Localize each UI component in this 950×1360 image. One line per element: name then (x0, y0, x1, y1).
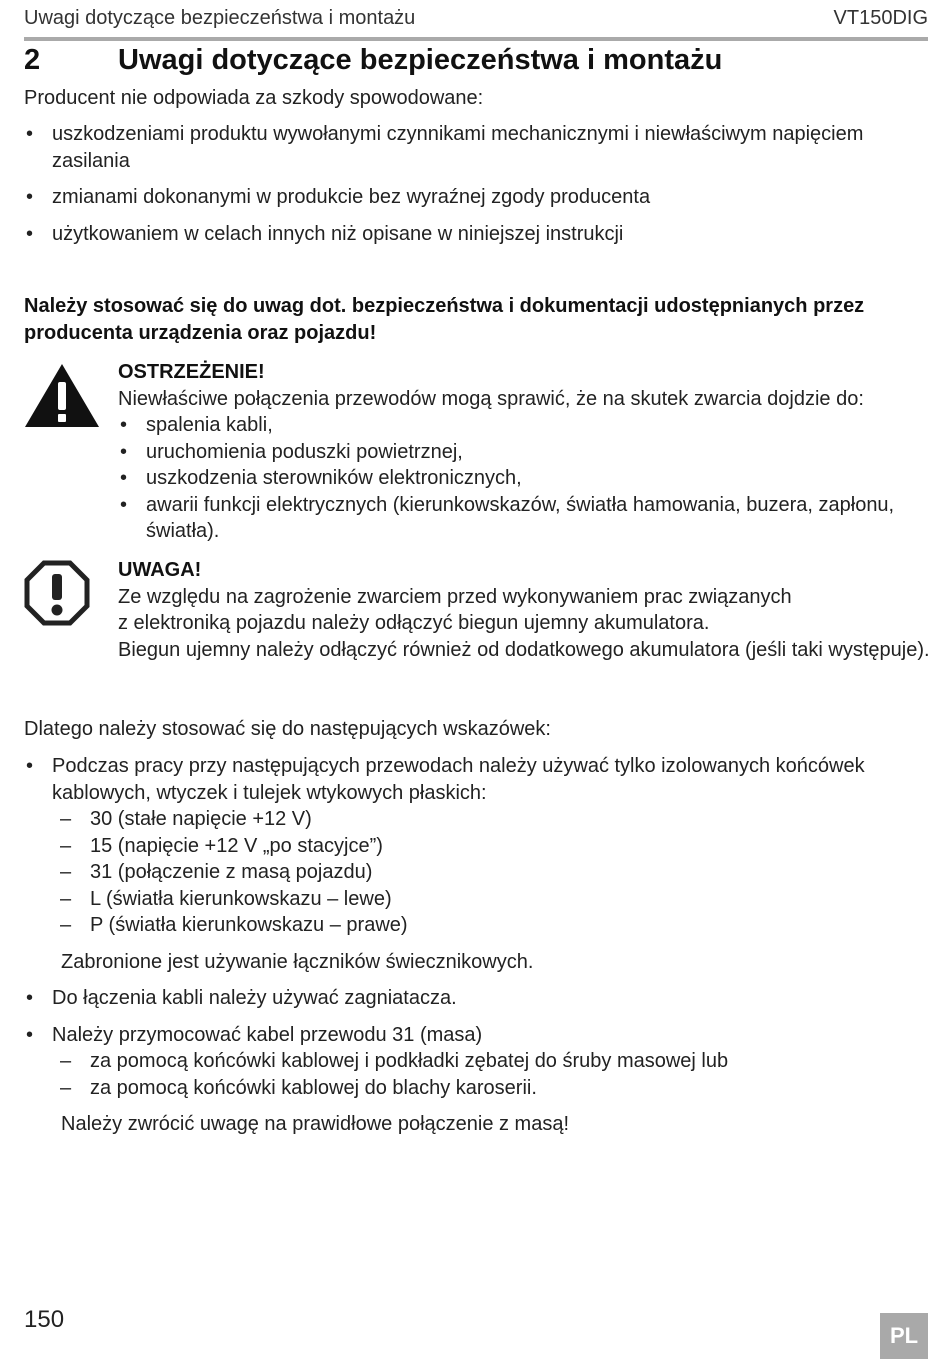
list-item (24, 1022, 928, 1138)
language-badge: PL (880, 1313, 928, 1359)
caution-text-2: z elektroniką pojazdu należy odłączyć biegun ujemny akumulatora. (118, 612, 710, 634)
caution-notice (118, 557, 930, 663)
section-title: Uwagi dotyczące bezpieczeństwa i montażu (118, 44, 723, 76)
running-header-title: Uwagi dotyczące bezpieczeństwa i montażu (24, 7, 416, 29)
caution-text-3: Biegun ujemny należy odłączyć również od dodatkowego akumulatora (jeśli taki występuje). (118, 638, 930, 661)
list-item-note: Należy zwrócić uwagę na prawidłowe połączenie z masą! (61, 1113, 570, 1135)
list-item: • zmianami dokonanymi w produkcie bez wyraźnej zgody producenta (24, 184, 928, 211)
sub-list-item: – 30 (stałe napięcie +12 V) (52, 806, 928, 833)
warning-notice (118, 359, 930, 545)
caution-title: UWAGA! (118, 559, 202, 581)
list-item: • uruchomienia poduszki powietrznej, (118, 439, 930, 466)
document-page (24, 0, 928, 1360)
header-divider (24, 37, 928, 41)
list-item: • uszkodzeniami produktu wywołanymi czynnikami mechanicznymi i niewłaściwym napięciem zasilania (24, 121, 928, 174)
warning-title: OSTRZEŻENIE! (118, 361, 265, 383)
sub-list-item: – 31 (połączenie z masą pojazdu) (52, 859, 928, 886)
sub-list (52, 1048, 928, 1101)
intro-paragraph: Producent nie odpowiada za szkody spowodowane: (24, 87, 484, 109)
list-item-text: • Podczas pracy przy następujących przewodach należy używać tylko izolowanych końcówek kablowych, wtyczek i tulejek wtykowych płaskich: (52, 755, 865, 804)
page-number: 150 (24, 1306, 65, 1333)
section-number: 2 (24, 44, 41, 76)
sub-list (52, 806, 928, 939)
list-item: • awarii funkcji elektrycznych (kierunkowskazów, światła hamowania, buzera, zapłonu, światła). (118, 492, 930, 545)
list-item: • spalenia kabli, (118, 412, 930, 439)
sub-list-item: – za pomocą końcówki kablowej do blachy karoserii. (52, 1075, 928, 1102)
caution-text-1: Ze względu na zagrożenie zwarciem przed wykonywaniem prac związanych (118, 585, 792, 608)
warning-text: Niewłaściwe połączenia przewodów mogą sprawić, że na skutek zwarcia dojdzie do: (118, 387, 864, 410)
sub-list-item: – L (światła kierunkowskazu – lewe) (52, 886, 928, 913)
list-item-text: • Należy przymocować kabel przewodu 31 (masa) (52, 1023, 483, 1046)
guidelines-list (24, 753, 928, 1148)
list-item (24, 985, 928, 1012)
warning-triangle-icon (24, 362, 100, 428)
safety-note: Należy stosować się do uwag dot. bezpieczeństwa i dokumentacji udostępnianych przez producenta urządzenia oraz pojazdu! (24, 295, 865, 344)
list-item: • użytkowaniem w celach innych niż opisane w niniejszej instrukcji (24, 221, 928, 248)
intro-list (24, 121, 928, 257)
sub-list-item: – 15 (napięcie +12 V „po stacyjce”) (52, 833, 928, 860)
guidelines-intro: Dlatego należy stosować się do następujących wskazówek: (24, 718, 551, 740)
warning-list (118, 412, 930, 545)
running-header-model: VT150DIG (833, 7, 928, 29)
sub-list-item: – P (światła kierunkowskazu – prawe) (52, 912, 928, 939)
list-item (24, 753, 928, 975)
caution-octagon-icon (24, 560, 90, 626)
list-item: • uszkodzenia sterowników elektronicznych, (118, 465, 930, 492)
running-header (24, 7, 928, 33)
sub-list-item: – za pomocą końcówki kablowej i podkładki zębatej do śruby masowej lub (52, 1048, 928, 1075)
list-item-note: Zabronione jest używanie łączników świecznikowych. (61, 950, 534, 973)
list-item-text: • Do łączenia kabli należy używać zagniatacza. (52, 987, 457, 1009)
